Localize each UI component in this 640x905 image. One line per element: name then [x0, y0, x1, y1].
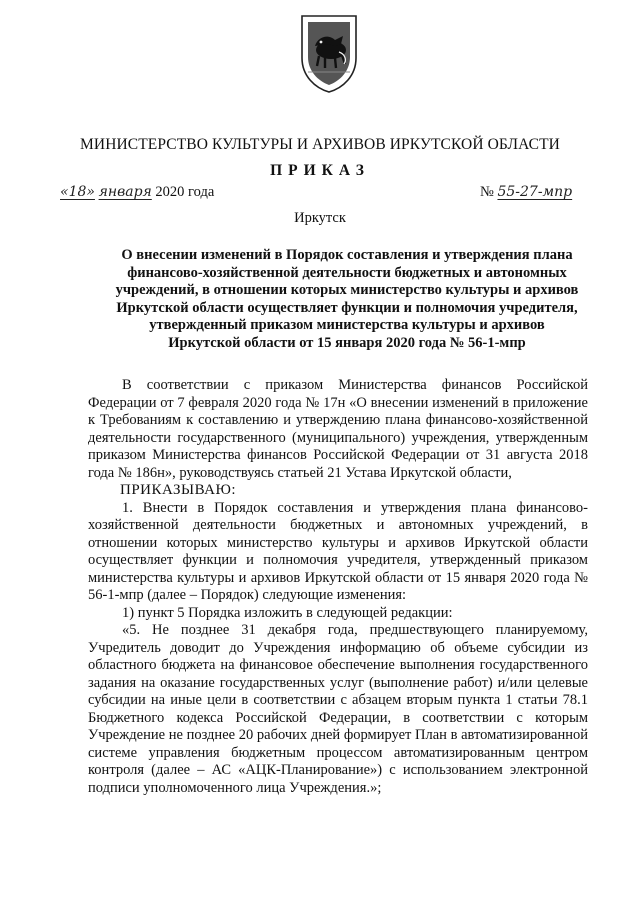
- document-number: [480, 184, 572, 201]
- document-type-heading: ПРИКАЗ: [270, 162, 370, 179]
- number-prefix: №: [480, 184, 494, 200]
- coat-of-arms-emblem: [299, 12, 359, 94]
- ministry-name: МИНИСТЕРСТВО КУЛЬТУРЫ И АРХИВОВ ИРКУТСКОЙ ОБЛАСТИ: [80, 136, 560, 153]
- number-value: 55-27-мпр: [497, 184, 573, 200]
- date-year: 2020 года: [155, 184, 215, 200]
- preamble-paragraph: В соответствии с приказом Министерства финансов Российской Федерации от 7 февраля 2020 года № 17н «О внесении изменений в приложение к Требованиям к составлению и утверждению плана финансово-хозяйственной деятельности государственного (муниципального) учреждения, утвержденным приказом Министерства финансов Российской Федерации от 31 августа 2018 года № 186н», руководствуясь статьей 21 Устава Иркутской области,: [88, 377, 588, 481]
- document-date: [60, 184, 214, 201]
- city-name: Иркутск: [294, 210, 346, 226]
- document-title: О внесении изменений в Порядок составления и утверждения плана финансово-хозяйственной деятельности бюджетных и автономных учреждений, в отношении которых министерство культуры и архивов Иркутской области осуществляет функции и полномочия учредителя, утвержденный приказом министерства культуры и архивов Иркутской области от 15 января 2020 года № 56-1-мпр: [115, 247, 579, 351]
- order-word: ПРИКАЗЫВАЮ:: [120, 482, 237, 498]
- document-body: [88, 377, 588, 797]
- date-month: января: [98, 184, 152, 200]
- date-day: «18»: [60, 184, 95, 200]
- subitem-1-paragraph: 1) пункт 5 Порядка изложить в следующей редакции:: [122, 604, 453, 621]
- item-1-paragraph: 1. Внести в Порядок составления и утверждения плана финансово-хозяйственной деятельности бюджетных и автономных учреждений, в отношении которых министерство культуры и архивов Иркутской области осуществляет функции и полномочия учредителя, утвержденный приказом министерства культуры и архивов Иркутской области от 15 января 2020 года № 56-1-мпр (далее – Порядок) следующие изменения:: [88, 499, 588, 603]
- quoted-clause-paragraph: «5. Не позднее 31 декабря года, предшествующего планируемому, Учредитель доводит до Учреждения информацию об объеме субсидии из областного бюджета на финансовое обеспечение выполнения государственного задания на оказание государственных услуг (выполнение работ) и/или целевые субсидии на иные цели в соответствии с абзацем вторым пункта 1 статьи 78.1 Бюджетного кодекса Российской Федерации, в соответствии с которым Учреждение не позднее 20 рабочих дней формирует План в автоматизированной системе управления бюджетным процессом автоматизированным центром контроля (далее – АС «АЦК-Планирование») с использованием электронной подписи уполномоченного лица Учреждения.»;: [88, 622, 588, 796]
